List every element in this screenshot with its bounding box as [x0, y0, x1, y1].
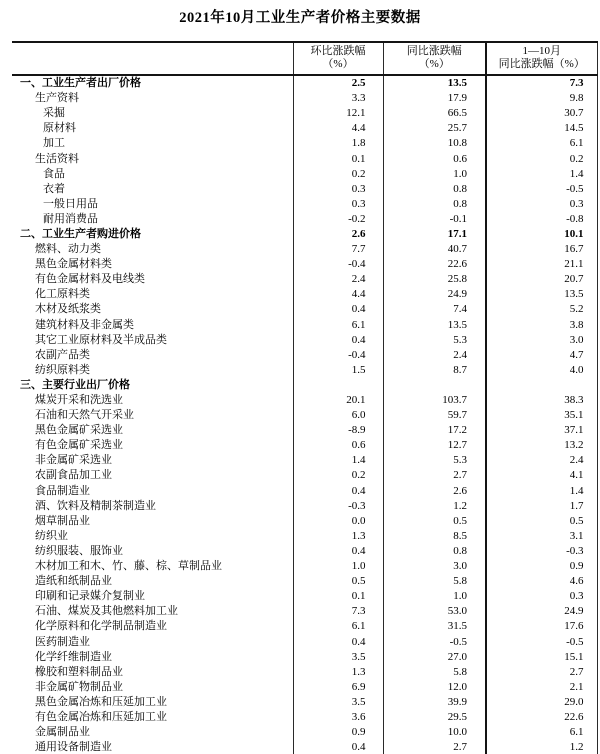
row-value-mom: 0.4 — [293, 302, 383, 317]
row-value-ytd: 9.8 — [486, 91, 597, 106]
row-value-yoy: 31.5 — [383, 619, 486, 634]
row-value-ytd: -0.5 — [486, 634, 597, 649]
row-value-ytd: 6.1 — [486, 136, 597, 151]
row-label: 生活资料 — [35, 152, 79, 165]
table-row — [12, 333, 597, 348]
header-mom-change — [293, 42, 383, 75]
row-value-yoy: 59.7 — [383, 408, 486, 423]
row-value-yoy: 40.7 — [383, 242, 486, 257]
row-label: 木材及纸浆类 — [35, 303, 101, 316]
row-value-ytd: 4.1 — [486, 468, 597, 483]
row-value-ytd: 2.1 — [486, 680, 597, 695]
row-value-mom: 3.3 — [293, 91, 383, 106]
row-value-mom: -0.4 — [293, 257, 383, 272]
row-value-yoy: 13.5 — [383, 318, 486, 333]
row-label: 食品 — [43, 167, 65, 180]
row-value-ytd: 17.6 — [486, 619, 597, 634]
row-value-mom: 1.3 — [293, 665, 383, 680]
row-value-ytd: 14.5 — [486, 121, 597, 136]
table-row — [12, 242, 597, 257]
row-value-ytd: 21.1 — [486, 257, 597, 272]
row-label: 石油、煤炭及其他燃料加工业 — [35, 605, 178, 618]
row-value-mom: 6.9 — [293, 680, 383, 695]
row-value-yoy: 0.8 — [383, 544, 486, 559]
row-value-mom: 4.4 — [293, 121, 383, 136]
row-label: 有色金属冶炼和压延加工业 — [35, 710, 167, 723]
row-value-mom: 0.4 — [293, 740, 383, 754]
row-value-mom: -0.2 — [293, 212, 383, 227]
row-value-yoy: 3.0 — [383, 559, 486, 574]
row-value-mom: 6.1 — [293, 619, 383, 634]
row-value-mom: -8.9 — [293, 423, 383, 438]
row-value-mom: 2.5 — [293, 75, 383, 91]
row-value-yoy: 17.2 — [383, 423, 486, 438]
row-value-ytd: 0.9 — [486, 559, 597, 574]
table-row — [12, 680, 597, 695]
table-row — [12, 650, 597, 665]
row-value-ytd: 5.2 — [486, 302, 597, 317]
table-header-row — [12, 42, 597, 75]
header-ytd-line2: 同比涨跌幅（%） — [498, 58, 585, 70]
table-row — [12, 318, 597, 333]
row-value-yoy: 7.4 — [383, 302, 486, 317]
table-row — [12, 710, 597, 725]
row-value-yoy: 2.7 — [383, 740, 486, 754]
table-row — [12, 287, 597, 302]
row-value-ytd: 1.4 — [486, 484, 597, 499]
row-value-ytd: 3.1 — [486, 529, 597, 544]
row-value-yoy: 5.3 — [383, 453, 486, 468]
row-value-yoy: 1.0 — [383, 589, 486, 604]
row-value-yoy: 10.8 — [383, 136, 486, 151]
row-value-ytd: -0.5 — [486, 182, 597, 197]
row-value-yoy: 12.0 — [383, 680, 486, 695]
row-value-mom: 1.0 — [293, 559, 383, 574]
row-value-yoy: 2.6 — [383, 484, 486, 499]
row-value-ytd: 0.3 — [486, 197, 597, 212]
row-value-mom: 1.8 — [293, 136, 383, 151]
row-value-yoy: 1.2 — [383, 499, 486, 514]
table-row — [12, 438, 597, 453]
row-label: 酒、饮料及精制茶制造业 — [35, 499, 156, 512]
table-row — [12, 574, 597, 589]
row-label: 加工 — [43, 137, 65, 150]
row-value-mom: 0.4 — [293, 634, 383, 649]
row-value-mom: -0.4 — [293, 348, 383, 363]
row-value-mom: 4.4 — [293, 287, 383, 302]
row-value-mom: 0.4 — [293, 333, 383, 348]
row-value-yoy: 8.5 — [383, 529, 486, 544]
table-row — [12, 453, 597, 468]
row-value-yoy: 0.8 — [383, 197, 486, 212]
row-value-yoy: 25.8 — [383, 272, 486, 287]
row-value-ytd: 3.0 — [486, 333, 597, 348]
row-value-ytd: 2.7 — [486, 665, 597, 680]
row-label: 纺织原料类 — [35, 363, 90, 376]
row-value-yoy: 17.9 — [383, 91, 486, 106]
row-label: 一般日用品 — [43, 197, 98, 210]
table-row — [12, 378, 597, 393]
row-value-mom: 6.0 — [293, 408, 383, 423]
row-value-yoy: 2.4 — [383, 348, 486, 363]
row-value-ytd: 37.1 — [486, 423, 597, 438]
row-label: 黑色金属材料类 — [35, 258, 112, 271]
table-row — [12, 589, 597, 604]
row-value-ytd: 13.2 — [486, 438, 597, 453]
row-label: 耐用消费品 — [43, 212, 98, 225]
row-value-yoy: 2.7 — [383, 468, 486, 483]
row-value-ytd: 0.5 — [486, 514, 597, 529]
table-row — [12, 423, 597, 438]
table-row — [12, 665, 597, 680]
row-value-mom: 0.4 — [293, 484, 383, 499]
row-value-ytd: 3.8 — [486, 318, 597, 333]
row-label: 有色金属材料及电线类 — [35, 273, 145, 286]
row-label: 化学纤维制造业 — [35, 650, 112, 663]
row-value-mom — [293, 378, 383, 393]
row-value-ytd: 15.1 — [486, 650, 597, 665]
row-value-yoy: 10.0 — [383, 725, 486, 740]
table-row — [12, 302, 597, 317]
row-value-mom: 1.3 — [293, 529, 383, 544]
row-label: 黑色金属矿采选业 — [35, 424, 123, 437]
table-row — [12, 499, 597, 514]
row-label: 农副食品加工业 — [35, 469, 112, 482]
row-value-ytd: 38.3 — [486, 393, 597, 408]
table-row — [12, 725, 597, 740]
table-row — [12, 514, 597, 529]
header-mom-line1: 环比涨跌幅 — [310, 45, 366, 57]
table-row — [12, 167, 597, 182]
row-label: 一、工业生产者出厂价格 — [20, 77, 141, 90]
row-value-yoy: 39.9 — [383, 695, 486, 710]
row-value-mom: 0.5 — [293, 574, 383, 589]
table-row — [12, 212, 597, 227]
row-value-ytd: 0.3 — [486, 589, 597, 604]
row-value-ytd: -0.3 — [486, 544, 597, 559]
row-label: 采掘 — [43, 107, 65, 120]
row-value-yoy: 25.7 — [383, 121, 486, 136]
row-value-ytd: 1.4 — [486, 167, 597, 182]
row-label: 原材料 — [43, 122, 76, 135]
row-value-ytd: 35.1 — [486, 408, 597, 423]
row-value-mom: 0.6 — [293, 438, 383, 453]
table-row — [12, 272, 597, 287]
header-yoy-change — [383, 42, 486, 75]
header-ytd-change — [486, 42, 597, 75]
row-value-yoy: 12.7 — [383, 438, 486, 453]
row-value-mom: 0.3 — [293, 197, 383, 212]
row-value-mom: 0.0 — [293, 514, 383, 529]
table-row — [12, 121, 597, 136]
row-value-ytd: 24.9 — [486, 604, 597, 619]
row-value-yoy: 17.1 — [383, 227, 486, 242]
row-value-yoy: 5.3 — [383, 333, 486, 348]
header-mom-line2: （%） — [322, 58, 354, 70]
price-data-table — [12, 41, 598, 754]
row-value-ytd: 16.7 — [486, 242, 597, 257]
row-value-yoy: 24.9 — [383, 287, 486, 302]
table-row — [12, 363, 597, 378]
row-value-yoy: 0.5 — [383, 514, 486, 529]
row-value-ytd: 6.1 — [486, 725, 597, 740]
row-label: 生产资料 — [35, 92, 79, 105]
row-value-yoy: 66.5 — [383, 106, 486, 121]
row-value-yoy: 22.6 — [383, 257, 486, 272]
row-value-ytd: 7.3 — [486, 75, 597, 91]
row-value-mom: 1.4 — [293, 453, 383, 468]
table-row — [12, 257, 597, 272]
row-value-yoy: 1.0 — [383, 167, 486, 182]
table-row — [12, 182, 597, 197]
row-value-mom: 12.1 — [293, 106, 383, 121]
table-row — [12, 136, 597, 151]
header-yoy-line1: 同比涨跌幅 — [406, 45, 462, 57]
row-label: 印刷和记录媒介复制业 — [35, 590, 145, 603]
row-value-ytd: 22.6 — [486, 710, 597, 725]
row-value-yoy: 5.8 — [383, 665, 486, 680]
table-row — [12, 484, 597, 499]
row-label: 三、主要行业出厂价格 — [20, 378, 130, 391]
row-value-yoy: -0.5 — [383, 634, 486, 649]
row-label: 医药制造业 — [35, 635, 90, 648]
row-value-mom: 3.5 — [293, 695, 383, 710]
row-value-mom: 3.6 — [293, 710, 383, 725]
table-row — [12, 468, 597, 483]
row-value-ytd: 10.1 — [486, 227, 597, 242]
row-value-ytd: 13.5 — [486, 287, 597, 302]
row-value-mom: 0.1 — [293, 589, 383, 604]
row-value-ytd: 29.0 — [486, 695, 597, 710]
row-value-mom: 0.9 — [293, 725, 383, 740]
row-label: 农副产品类 — [35, 348, 90, 361]
row-value-ytd: 4.0 — [486, 363, 597, 378]
row-label: 纺织服装、服饰业 — [35, 544, 123, 557]
row-value-yoy: 53.0 — [383, 604, 486, 619]
row-value-yoy: 0.6 — [383, 151, 486, 166]
row-label: 黑色金属冶炼和压延加工业 — [35, 695, 167, 708]
table-row — [12, 91, 597, 106]
row-value-ytd: 4.7 — [486, 348, 597, 363]
row-value-yoy: 0.8 — [383, 182, 486, 197]
row-value-ytd: -0.8 — [486, 212, 597, 227]
row-value-yoy: 103.7 — [383, 393, 486, 408]
header-empty-cell — [12, 42, 293, 75]
row-label: 有色金属矿采选业 — [35, 439, 123, 452]
row-value-ytd: 30.7 — [486, 106, 597, 121]
row-value-mom: 6.1 — [293, 318, 383, 333]
row-value-mom: 2.6 — [293, 227, 383, 242]
table-row — [12, 151, 597, 166]
row-value-mom: 0.1 — [293, 151, 383, 166]
row-value-mom: 1.5 — [293, 363, 383, 378]
row-value-yoy — [383, 378, 486, 393]
table-row — [12, 604, 597, 619]
row-value-mom: 0.2 — [293, 167, 383, 182]
row-label: 煤炭开采和洗选业 — [35, 394, 123, 407]
row-value-ytd: 1.7 — [486, 499, 597, 514]
row-label: 纺织业 — [35, 529, 68, 542]
row-label: 其它工业原材料及半成品类 — [35, 333, 167, 346]
page-title: 2021年10月工业生产者价格主要数据 — [179, 10, 421, 26]
row-value-yoy: -0.1 — [383, 212, 486, 227]
table-row — [12, 559, 597, 574]
row-label: 通用设备制造业 — [35, 741, 112, 754]
row-value-mom: 20.1 — [293, 393, 383, 408]
row-value-yoy: 29.5 — [383, 710, 486, 725]
table-row — [12, 544, 597, 559]
row-label: 非金属矿采选业 — [35, 454, 112, 467]
row-value-yoy: 13.5 — [383, 75, 486, 91]
row-value-yoy: 5.8 — [383, 574, 486, 589]
row-label: 化学原料和化学制品制造业 — [35, 620, 167, 633]
header-yoy-line2: （%） — [418, 58, 450, 70]
row-value-ytd — [486, 378, 597, 393]
row-value-ytd: 4.6 — [486, 574, 597, 589]
row-label: 造纸和纸制品业 — [35, 575, 112, 588]
row-value-ytd: 2.4 — [486, 453, 597, 468]
row-label: 金属制品业 — [35, 726, 90, 739]
table-row — [12, 529, 597, 544]
row-value-mom: 0.3 — [293, 182, 383, 197]
row-label: 二、工业生产者购进价格 — [20, 227, 141, 240]
row-value-mom: 2.4 — [293, 272, 383, 287]
table-row — [12, 348, 597, 363]
row-value-mom: 3.5 — [293, 650, 383, 665]
row-value-mom: 7.7 — [293, 242, 383, 257]
row-label: 烟草制品业 — [35, 514, 90, 527]
row-label: 橡胶和塑料制品业 — [35, 665, 123, 678]
row-label: 木材加工和木、竹、藤、棕、草制品业 — [35, 560, 222, 573]
row-label: 建筑材料及非金属类 — [35, 318, 134, 331]
table-row — [12, 197, 597, 212]
row-label: 石油和天然气开采业 — [35, 409, 134, 422]
row-value-ytd: 20.7 — [486, 272, 597, 287]
table-row — [12, 393, 597, 408]
row-label: 化工原料类 — [35, 288, 90, 301]
header-ytd-line1: 1—10月 — [522, 45, 561, 57]
row-label: 食品制造业 — [35, 484, 90, 497]
row-value-mom: -0.3 — [293, 499, 383, 514]
row-label: 衣着 — [43, 182, 65, 195]
table-row — [12, 634, 597, 649]
table-row — [12, 106, 597, 121]
table-row — [12, 408, 597, 423]
row-value-mom: 7.3 — [293, 604, 383, 619]
table-row — [12, 75, 597, 91]
row-value-ytd: 0.2 — [486, 151, 597, 166]
table-row — [12, 227, 597, 242]
row-value-yoy: 27.0 — [383, 650, 486, 665]
row-label: 非金属矿物制品业 — [35, 680, 123, 693]
table-row — [12, 695, 597, 710]
table-row — [12, 740, 597, 754]
row-label: 燃料、动力类 — [35, 243, 101, 256]
row-value-mom: 0.4 — [293, 544, 383, 559]
row-value-ytd: 1.2 — [486, 740, 597, 754]
row-value-mom: 0.2 — [293, 468, 383, 483]
table-row — [12, 619, 597, 634]
row-value-yoy: 8.7 — [383, 363, 486, 378]
